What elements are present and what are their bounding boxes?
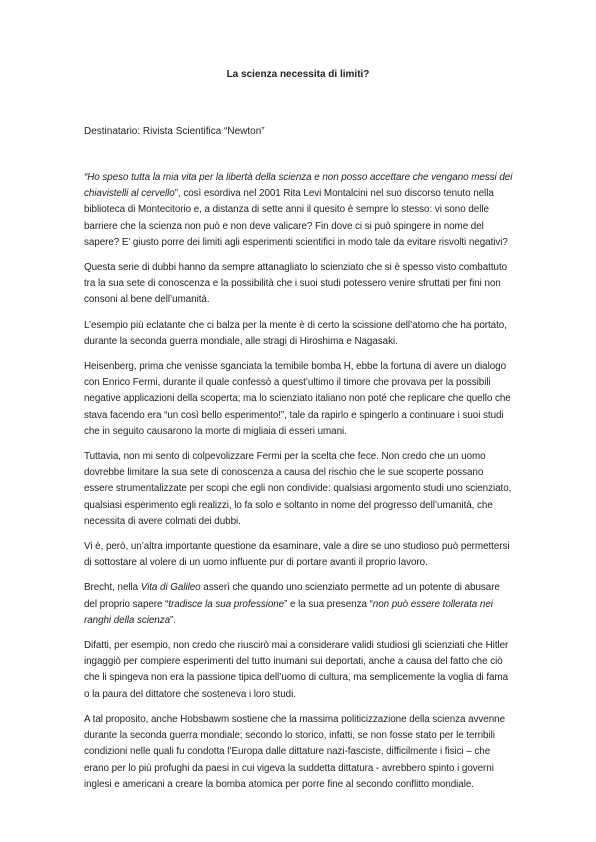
paragraph-9: A tal proposito, anche Hobsbawm sostiene che la massima politicizzazione della scienza avvenne durante la seconda guerra mondiale; secondo lo storico, infatti, se non fosse stato per le terribili condizioni nelle quali fu condotta l’Europa dalle dittature nazi-fasciste, difficilmente i fisici – che erano per lo più profughi da paesi in cui vigeva la suddetta dittatura - avrebbero spinto i governi inglesi e americani a creare la bomba atomica per porre fine al secondo conflitto mondiale.: [84, 713, 505, 790]
p7-a: Brecht, nella: [84, 582, 141, 594]
p7-g: ”.: [170, 614, 176, 626]
paragraph-7: [84, 580, 514, 629]
paragraph-6: Vi è, però, un’altra importante questione da esaminare, vale a dire se uno studioso può permettersi di sottostare al volere di un uomo influente pur di portare avanti il proprio lavoro.: [84, 541, 510, 569]
paragraph-1: [84, 170, 514, 251]
p7-quote-2: non può essere tollerata nei ranghi della scienza: [84, 598, 493, 626]
document-body: [84, 170, 514, 802]
paragraph-8: Difatti, per esempio, non credo che riuscirò mai a considerare validi studiosi gli scienziati che Hitler ingaggiò per compiere esperimenti del tutto inumani sui deportati, anche a causa del fatto che ciò che li spingeva non era la passione tipica dell’uomo di cultura, ma semplicemente la voglia di fama o la paura del dittatore che sosteneva i loro studi.: [84, 640, 509, 700]
recipient-line: Destinatario: Rivista Scientifica “Newton”: [84, 126, 265, 137]
p7-e: ” e la sua presenza “: [284, 598, 373, 610]
document-title: La scienza necessita di limiti?: [226, 69, 370, 80]
paragraph-3: L’esempio più eclatante che ci balza per la mente è di certo la scissione dell’atomo che ha portato, durante la seconda guerra mondiale, alle stragi di Hiroshima e Nagasaki.: [84, 319, 507, 347]
paragraph-2: Questa serie di dubbi hanno da sempre attanagliato lo scienziato che si è spesso visto combattuto tra la sua sete di conoscenza e la possibilità che i suoi studi potessero venire sfruttati per fini non consoni al bene dell’umanità.: [84, 262, 508, 306]
p7-book-title: Vita di Galileo: [140, 582, 201, 594]
paragraph-5: Tuttavia, non mi sento di colpevolizzare Fermi per la scelta che fece. Non credo che un uomo dovrebbe limitare la sua sete di conoscenza a causa del rischio che le sue scoperte possano essere strumentalizzate per scopi che egli non condivide: qualsiasi argomento studi uno scienziato, qualsiasi esperimento egli realizzi, lo fa solo e soltanto in nome del progresso dell’umanità, che necessita di avere colmati dei dubbi.: [84, 451, 512, 527]
paragraph-4: Heisenberg, prima che venisse sganciata la temibile bomba H, ebbe la fortuna di avere un dialogo con Enrico Fermi, durante il quale confessò a quest’ultimo il timore che provava per la possibili negative applicazioni della scoperta; ma lo scienziato italiano non poté che replicare che quello che stava facendo era “un così bello esperimento!”, tale da rapirlo e spingerlo a continuare i suoi studi che in seguito causarono la morte di migliaia di esseri umani.: [84, 361, 511, 437]
p7-c: asserì che quando uno scienziato permette ad un potente di abusare del proprio sapere “: [84, 582, 500, 610]
p7-quote-1: tradisce la sua professione: [168, 598, 285, 610]
paragraph-1-text: ”, così esordiva nel 2001 Rita Levi Montalcini nel suo discorso tenuto nella biblioteca di Montecitorio e, a distanza di sette anni il quesito è sempre lo stesso: vi sono delle barriere che la scienza non può e non deve valicare? Fin dove ci si può spingere in nome del sapere? E’ giusto porre dei limiti agli esperimenti scientifici in modo tale da evitare risvolti negativi?: [84, 188, 508, 248]
montalcini-quote: “Ho speso tutta la mia vita per la libertà della scienza e non posso accettare che vengano messi dei chiavistelli al cervello: [84, 172, 513, 200]
